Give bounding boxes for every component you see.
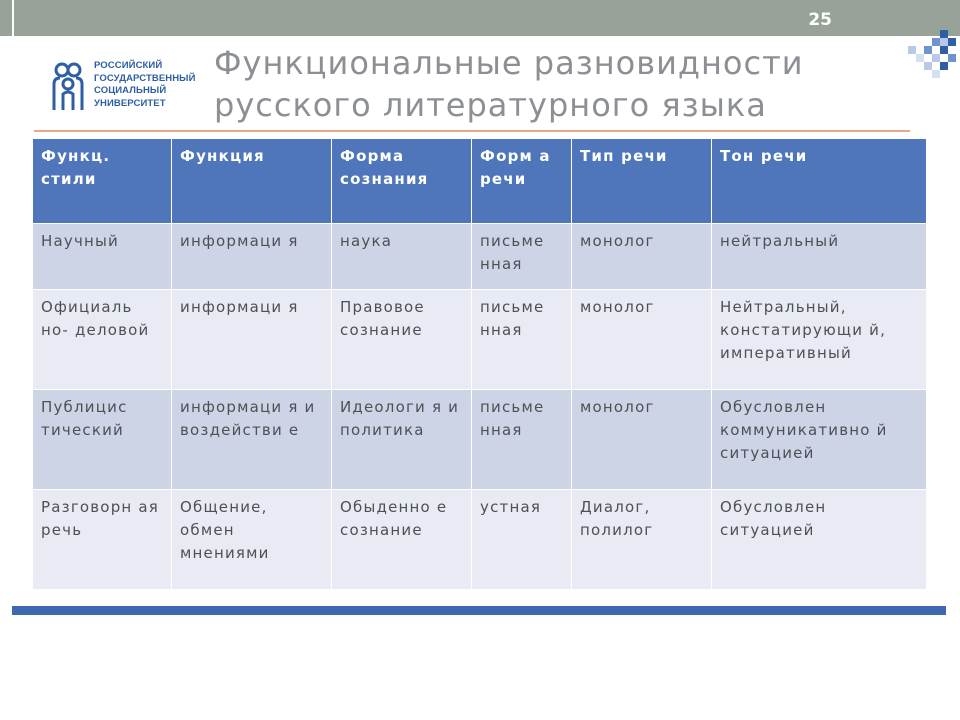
table-cell: Правовое сознание (332, 290, 472, 390)
table-cell: письме нная (472, 224, 572, 290)
university-logo (48, 60, 228, 120)
header-cell: Форма сознания (332, 139, 472, 224)
logo-line: УНИВЕРСИТЕТ (94, 97, 166, 109)
table-header-row (33, 139, 927, 224)
header-cell: Форм а речи (472, 139, 572, 224)
table-cell: письме нная (472, 290, 572, 390)
bottom-bar (12, 606, 946, 615)
university-logo-icon (48, 60, 88, 116)
table-cell: монолог (572, 390, 712, 490)
table-row (33, 490, 927, 590)
table-cell: Нейтральный, констатирующи й, императивный (712, 290, 927, 390)
table-cell: Общение, обмен мнениями (172, 490, 332, 590)
table-cell: информаци я (172, 224, 332, 290)
header-cell: Тон речи (712, 139, 927, 224)
top-bar (0, 0, 960, 36)
functional-styles-table (32, 138, 927, 590)
table-cell: Официаль но- деловой (33, 290, 172, 390)
table-cell: Обусловлен коммуникативно й ситуацией (712, 390, 927, 490)
table-row (33, 390, 927, 490)
table-cell: Научный (33, 224, 172, 290)
table-row (33, 224, 927, 290)
header-cell: Функц. стили (33, 139, 172, 224)
slide-number: 25 (808, 10, 832, 30)
table-cell: Идеологи я и политика (332, 390, 472, 490)
table-cell: устная (472, 490, 572, 590)
table-cell: нейтральный (712, 224, 927, 290)
table-cell: письме нная (472, 390, 572, 490)
header-cell: Тип речи (572, 139, 712, 224)
table-cell: информаци я (172, 290, 332, 390)
table-cell: Разговорн ая речь (33, 490, 172, 590)
table-cell: Обыденно е сознание (332, 490, 472, 590)
table-cell: Диалог, полилог (572, 490, 712, 590)
logo-line: РОССИЙСКИЙ (94, 60, 163, 71)
header-cell: Функция (172, 139, 332, 224)
title-divider (34, 130, 910, 132)
logo-line: СОЦИАЛЬНЫЙ (94, 85, 167, 96)
table-cell: наука (332, 224, 472, 290)
table-cell: информаци я и воздействи е (172, 390, 332, 490)
slide-title: Функциональные разновидности русского литературного языка (214, 44, 804, 124)
table-cell: Публицис тический (33, 390, 172, 490)
table-row (33, 290, 927, 390)
logo-text (94, 60, 196, 110)
table-cell: Обусловлен ситуацией (712, 490, 927, 590)
logo-line: ГОСУДАРСТВЕННЫЙ (94, 72, 196, 84)
table-cell: монолог (572, 290, 712, 390)
table-cell: монолог (572, 224, 712, 290)
